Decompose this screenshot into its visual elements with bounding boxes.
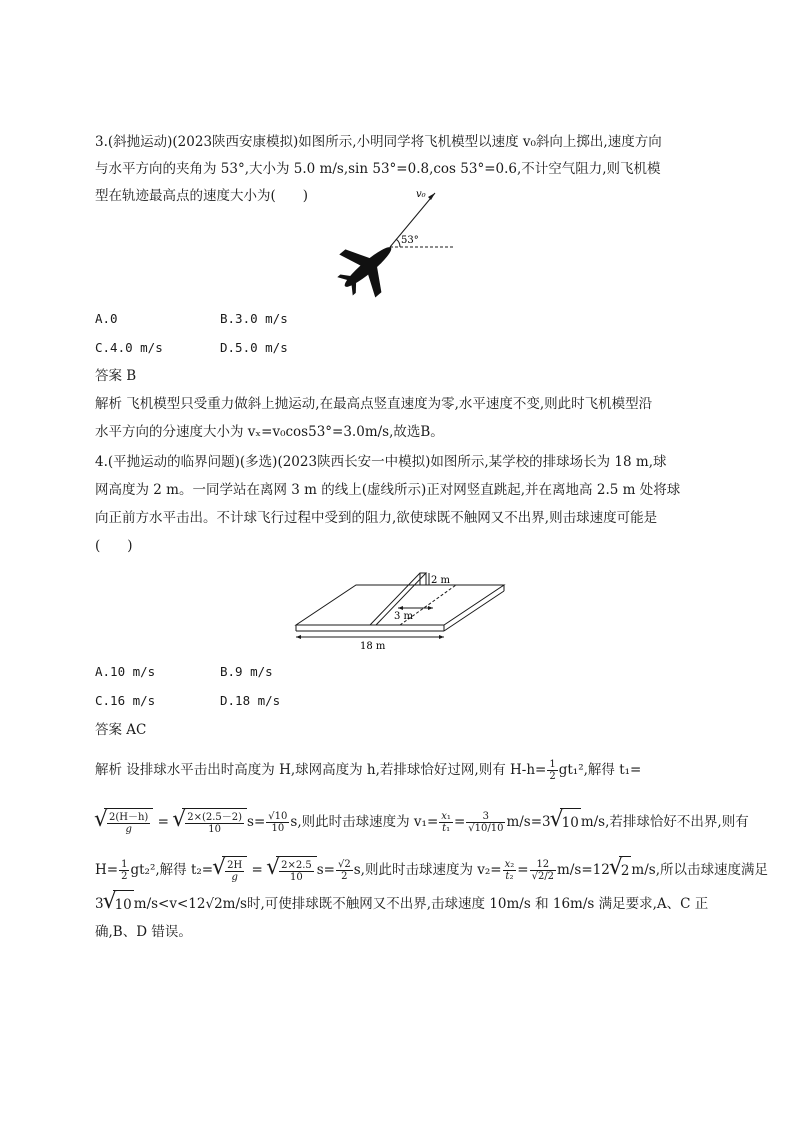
q4-line3: 向正前方水平击出。不计球飞行过程中受到的阻力,欲使球既不触网又不出界,则击球速度可能是 (95, 510, 658, 526)
distance-label: 3 m (394, 611, 414, 622)
q4-explanation-line3: H= $\frac{1}{2}$ gt₂²,解得 t₂= √ $\frac{2H}{g}$ = √ $\frac{2\times 2.5}{10}$ s= $\frac{√2}{2}$ s,则此时击球速度为 v₂= $\frac{\text{x₂}}{\text{t₂}}$ = $\frac{12}{√2/2}$ m/s=12√ 2 m/s,所以击球速度满足 (95, 856, 768, 885)
q3-option-a: A.0 (95, 311, 118, 326)
q4-option-b: B.9 m/s (220, 664, 273, 679)
q3-line3: 型在轨迹最高点的速度大小为( ) (95, 188, 309, 204)
q3-option-c: C.4.0 m/s (95, 340, 163, 355)
airplane-icon (330, 226, 409, 300)
volleyball-court-figure (290, 565, 510, 655)
q4-explanation-line5: 确,B、D 错误。 (95, 924, 192, 940)
q3-option-b: B.3.0 m/s (220, 311, 288, 326)
v0-label: v₀ (416, 189, 426, 200)
airplane-figure (330, 185, 470, 300)
angle-label: 53° (401, 235, 419, 246)
q3-explanation-line2: 水平方向的分速度大小为 vₓ=v₀cos53°=3.0m/s,故选B。 (95, 424, 444, 440)
q4-explanation-line1: 解析 设排球水平击出时高度为 H,球网高度为 h,若排球恰好过网,则有 H-h= $\frac{1}{2}$ gt₁²,解得 t₁= (95, 759, 642, 782)
q4-explanation-line4: 3√ 10 m/s<v<12√2m/s时,可使排球既不触网又不出界,击球速度 10m/s 和 16m/s 满足要求,A、C 正 (95, 890, 708, 919)
court-length-label: 18 m (360, 641, 386, 652)
q4-line4: ( ) (95, 538, 133, 554)
q3-option-d: D.5.0 m/s (220, 340, 288, 355)
q3-line2: 与水平方向的夹角为 53°,大小为 5.0 m/s,sin 53°=0.8,cos 53°=0.6,不计空气阻力,则飞机模 (95, 161, 661, 177)
q3-explanation-line1: 解析 飞机模型只受重力做斜上抛运动,在最高点竖直速度为零,水平速度不变,则此时飞机模型沿 (95, 396, 653, 412)
q4-line2: 网高度为 2 m。一同学站在离网 3 m 的线上(虚线所示)正对网竖直跳起,并在离地高 2.5 m 处将球 (95, 482, 681, 498)
q4-option-d: D.18 m/s (220, 693, 281, 708)
net-height-label: 2 m (431, 575, 451, 586)
q3-answer: 答案 B (95, 368, 137, 384)
q4-explanation-line2: √ $\frac{2(H-h)}{g}$ = √ $\frac{2\times(2.5-2)}{10}$ s= $\frac{√10}{10}$ s,则此时击球速度为 v₁= $\frac{\text{x₁}}{\text{t₁}}$ = $\frac{3}{√10/10}$ m/s=3√ 10 m/s,若排球恰好不出界,则有 (95, 808, 749, 837)
q4-line1: 4.(平抛运动的临界问题)(多选)(2023陕西长安一中模拟)如图所示,某学校的排球场长为 18 m,球 (95, 454, 667, 470)
q3-line1: 3.(斜抛运动)(2023陕西安康模拟)如图所示,小明同学将飞机模型以速度 v₀斜向上掷出,速度方向 (95, 134, 662, 150)
q4-option-c: C.16 m/s (95, 693, 156, 708)
q4-option-a: A.10 m/s (95, 664, 156, 679)
q4-answer: 答案 AC (95, 722, 147, 738)
